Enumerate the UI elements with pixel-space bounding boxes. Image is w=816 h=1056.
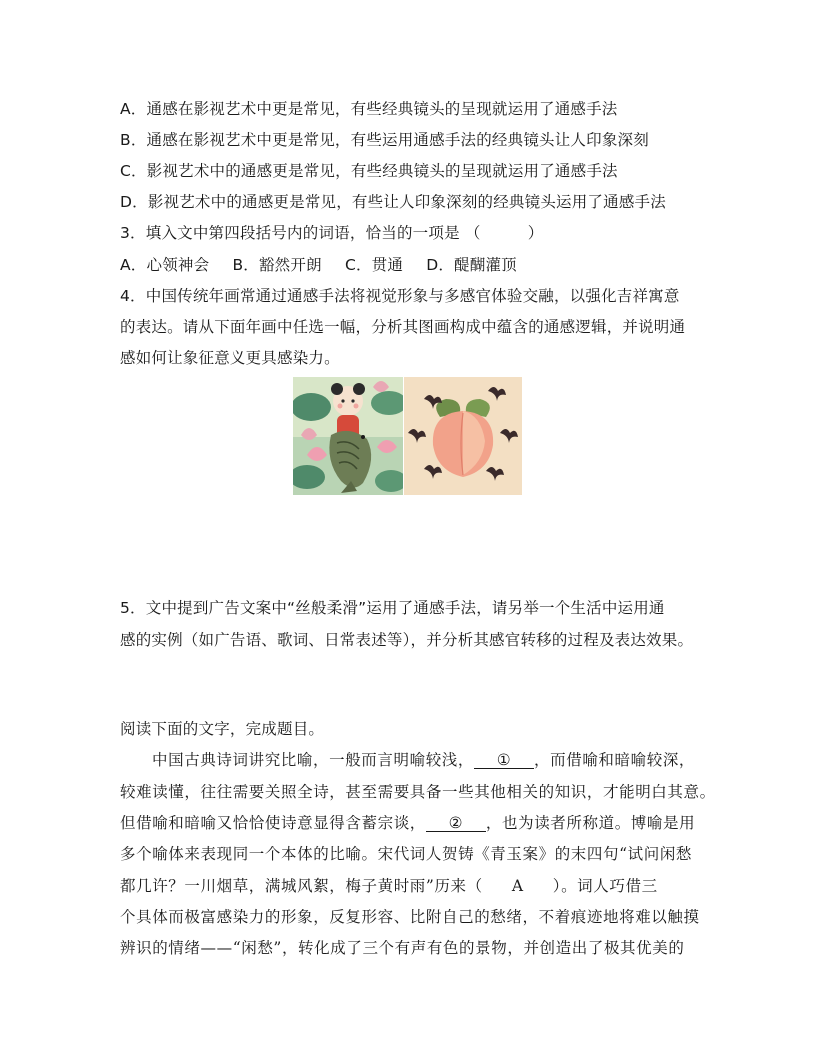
q2-option-b: B．通感在影视艺术中更是常见，有些运用通感手法的经典镜头让人印象深刻 [120,131,649,149]
q3-option-b: B．豁然开朗 [232,256,322,274]
q2-option-d: D．影视艺术中的通感更是常见，有些让人印象深刻的经典镜头运用了通感手法 [120,193,666,211]
passage-line-4: 多个喻体来表现同一个本体的比喻。宋代词人贺铸《青玉案》的末四句“试问闲愁 [120,845,693,863]
passage-line-5: 都几许？一川烟草，满城风絮，梅子黄时雨”历来（ A ）。词人巧借三 [120,877,658,895]
nianhua-child-carp-image [293,377,403,495]
q5-line-1: 5．文中提到广告文案中“丝般柔滑”运用了通感手法，请另举一个生活中运用通 [120,599,665,617]
nianhua-peach-bats-image [404,377,522,495]
q2-option-c: C．影视艺术中的通感更是常见，有些经典镜头的呈现就运用了通感手法 [120,162,618,180]
q3-option-a: A．心领神会 [120,256,210,274]
q3-option-d: D．醍醐灌顶 [426,256,517,274]
blank-2: ② [426,815,486,832]
answer-slot-a: A [511,877,524,895]
passage-line-2: 较难读懂，往往需要关照全诗，甚至需要具备一些其他相关的知识，才能明白其意。 [120,783,716,801]
passage-line-6: 个具体而极富感染力的形象，反复形容、比附自己的愁绪，不着痕迹地将难以触摸 [120,908,700,926]
q3-option-c: C．贯通 [344,256,404,274]
q4-line-1: 4．中国传统年画常通过通感手法将视觉形象与多感官体验交融，以强化吉祥寓意 [120,287,680,305]
passage-line-1: 中国古典诗词讲究比喻，一般而言明喻较浅， ① ，而借喻和暗喻较深， [152,751,696,769]
q3-options [120,253,535,275]
q4-line-3: 感如何让象征意义更具感染力。 [120,349,340,367]
q2-option-a: A．通感在影视艺术中更是常见，有些经典镜头的呈现就运用了通感手法 [120,100,618,118]
blank-1: ① [474,752,534,769]
q5-line-2: 感的实例（如广告语、歌词、日常表述等），并分析其感官转移的过程及表达效果。 [120,631,694,649]
reading-intro: 阅读下面的文字，完成题目。 [120,720,325,738]
q4-line-2: 的表达。请从下面年画中任选一幅，分析其图画构成中蕴含的通感逻辑，并说明通 [120,318,686,336]
passage-line-7: 辨识的情绪——“闲愁”，转化成了三个有声有色的景物，并创造出了极其优美的 [120,939,685,957]
q3-stem: 3．填入文中第四段括号内的词语，恰当的一项是 （ ） [120,224,544,242]
passage-line-3: 但借喻和暗喻又恰恰使诗意显得含蓄宗谈， ② ，也为读者所称道。博喻是用 [120,814,696,832]
